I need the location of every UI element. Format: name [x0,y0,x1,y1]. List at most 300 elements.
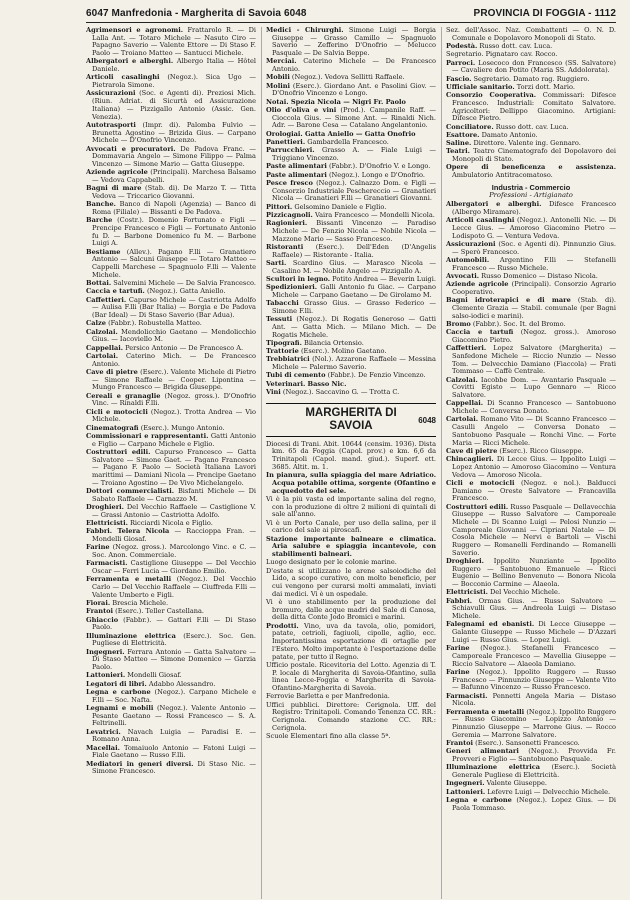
entry-text: (Negoz.). Lopez Gius. — Di Paola Tommaso. [452,795,616,812]
entry-text: Capurso Michele — Castriotta Adolfo — Aulisa F.lli (Bar Italia) — Borgia e De Padova (Bar Ideal) — Di Staso Saverio (Bar Adua). [92,295,256,320]
entry-text: Vi è un Porto Canale, per uso della salina, per il carico del sale ai piroscafi. [266,518,436,535]
directory-entry [266,107,436,130]
directory-entry [446,598,616,621]
directory-entry [86,576,256,599]
entry-heading: Cave di pietre [86,367,138,376]
entry-text: Segretario. Pignataro cav. Rocco. [446,50,558,59]
entry-text: Brescia Michele. [110,599,169,608]
entry-heading: Articoli casalinghi [86,73,160,82]
directory-entry [266,220,436,243]
entry-text: Russo dott. cav. Luca. [493,122,569,131]
directory-entry [86,705,256,728]
entry-text: (Negoz.). Del Vecchio Carlo — Del Vecchio Raffaele — Ciuffreda F.lli — Valente Umberto e Figli. [92,575,256,599]
entry-text: Russo dott. cav. Luca. [477,42,553,50]
entry-text: (Fabbr.). — Gattari F.lli — Di Staso Paolo. [92,615,256,632]
entry-text: Segretario. Damato rag. Ruggiero. [471,74,590,83]
entry-text: Torzi dott. Mario. [514,82,575,91]
directory-entry [446,797,616,812]
entry-heading: Vini [266,388,281,397]
town-heading [266,403,436,437]
entry-text: Uffici pubblici. Direttore: Cerignola. Uff. del Registro: Trinitapoli. Comando Tenenza CC. RR.: Cerignola. Comando stazione CC. RR.: Cerignola. [266,700,436,732]
entry-heading: Bottai. [86,279,112,288]
entry-heading: Medici - Chirurghi. [266,27,344,34]
entry-heading: Cave di pietre [446,446,498,455]
entry-heading: Ragionieri. [266,219,308,228]
directory-entry [86,58,256,73]
directory-entry [266,244,436,259]
directory-entry [446,257,616,272]
section-subtitle: Professioni - Artigianato [489,190,573,199]
entry-text: Salvemini Michele — De Salvia Francesco. [111,279,256,288]
directory-entry [86,185,256,200]
entry-text: (Stab. di). Clemente Grazia — Stabil. comunale (per Bagni salso-iodici e marini). [452,296,616,320]
entry-text: (Eserc.). Ricco Giuseppe. [497,446,584,455]
entry-text: (Negoz.). Valente Antonio — Pesante Gaetano — Rossi Francesco — S. A. Feltrinelli. [92,703,256,728]
column-3-top [446,27,616,180]
entry-heading: Avvocati. [446,272,480,280]
entry-heading: Podestà. [446,42,478,50]
entry-heading: Aziende agricole [446,280,509,289]
entry-text: (Stab. di). De Marzo T. — Titta Vedova — Triccarico Giovanni. [92,184,256,200]
entry-heading: Caffettieri. [86,295,127,304]
directory-entry [86,146,256,169]
directory-entry [86,90,256,121]
entry-text: (Negoz.). Calnazzo Dom. e Figli — Consorzio Industriale Peschereccio — Granatieri Nicola — Granatieri F.lli — Granatieri Giovanni. [272,178,436,203]
entry-heading: Farmacisti. [446,691,488,700]
entry-text: — Raccioppa Fran. — Mondelli Giosaf. [92,527,256,544]
directory-entry [446,400,616,415]
entry-text: (Negoz.). Carpano Michele e F.lli — Soc. Nafta. [92,687,256,704]
entry-heading: Illuminazione elettrica [446,763,540,772]
entry-text: (Negoz.). Sica Ugo — Pietrarola Simone. [92,73,256,90]
entry-heading: Conciliatore. [446,122,494,131]
entry-text: Bisfanti Michele — Di Sabato Raffaele — Carnazzo M. [92,487,256,503]
entry-text: Simone Luigi — Borgia Giuseppe — Grasso Camillo — Spagnuolo Saverio — Zefferino D'Onofrio — Melucco Pasquale — De Salvia Beppe. [272,27,436,58]
entry-heading: Mediatori in generi diversi. [86,759,194,768]
directory-entry [86,504,256,519]
directory-entry [86,297,256,320]
column-1 [86,27,256,899]
entry-heading: Bromo [446,320,471,328]
entry-heading: Cicli e motocicli [86,407,148,416]
column-2 [261,27,436,899]
entry-text: Del Vecchio Michele. [487,588,561,597]
entry-heading: Parrucchieri. [266,146,315,155]
entry-heading: Legatori di libri. [86,679,147,688]
entry-text: (Negoz. gross.). Amoroso Giacomino Pietro. [452,328,616,344]
entry-heading: Pesce fresco [266,178,313,187]
entry-text: Scardino Gius. — Marasco Nicola — Casalino M. — Nobile Angelo — Pizzigallo A. [272,258,436,275]
entry-heading: Prodotti. [266,621,299,630]
entry-heading: Legna e carbone [86,687,151,696]
directory-entry [266,520,436,535]
entry-text: Lopez Salvatore (Margherita) — Sanfedone Michele — Riccio Nunzio — Nesso Tom. — Delvecchio Damiano (Fiaccola) — Frati Tommaso — Caffè Centrale. [452,344,616,376]
entry-text: (Eserc.). Dell'Eden (D'Angelis Raffaele) — Ristorante - Italia. [272,242,436,259]
entry-text: Pennetti Angela Maria — Distaso Nicola. [452,691,616,708]
entry-heading: Lattonieri. [446,787,486,796]
entry-heading: Cartolai. [446,415,479,424]
entry-heading: Generi alimentari [446,747,519,756]
entry-heading: Albergatori e alberghi. [446,200,542,209]
entry-heading: Teatri. [446,147,470,156]
header-left: 6047 Manfredonia - Margherita di Savoia 6048 [86,8,307,19]
town-name-line2: SAVOIA [329,419,373,432]
directory-entry [446,241,616,256]
entry-text: (Negoz.). Provvida Fr. Provveri e Figlio — Santobuono Pasquale. [452,747,616,763]
directory-entry [266,599,436,622]
directory-entry [86,560,256,575]
directory-entry [446,480,616,503]
entry-text: Ambulatorio Antitracomatoso. [452,171,553,180]
entry-text: De Padova Franc. — Dommavaria Angelo — Simone Filippo — Palma Vincenzo — Simone Mario — Gatta Giuseppe. [92,144,256,168]
entry-heading: Levatrici. [86,727,121,736]
directory-entry [266,702,436,733]
entry-heading: Frantoi [446,738,474,747]
directory-entry [86,745,256,760]
entry-text: Adabbo Alessandro. [146,679,216,688]
entry-text: Ufficio postale. Ricevitoria del Lotto. Agenzia di T. P. locale di Margherita di Savoia-Ofantino, sulla linea Lecce-Foggia e Margherita di Savoia-Ofantino-Margherita di Savoia. [266,660,436,692]
entry-heading: Articoli casalinghi [446,216,515,225]
entry-heading: Dottori commercialisti. [86,487,175,496]
entry-heading: Ferramenta e metalli [86,575,172,584]
entry-heading: Fabbri. Telera Nicola [86,527,170,536]
entry-heading: Consorzio Cooperativa. [446,91,537,100]
entry-text: (Negoz.). Vedova Sellitti Raffaele. [289,73,405,82]
entry-text: (Negoz. e nol.). Balducci Damiano — Oreste Salvatore — Francavilla Francesco. [452,478,616,503]
directory-entry [86,433,256,448]
entry-text: Capurso Francesco — Gatta Salvatore — Simone Gaet. — Pagano Francesco — Pagano F. Paolo — Società Italiana Lavori marittimi — Damiani Nicola — Prencipe Gaetano — Troiano Agostino — De Vivo Michelangelo. [92,447,256,487]
entry-heading: Farine [446,667,470,676]
entry-text: Tomaiuolo Antonio — Fatoni Luigi — Fiale Gaetano — Russo F.lli. [92,743,256,760]
entry-text: Sez. dell'Assoc. Naz. Combattenti — O. N. D. Comunale e Dopolavoro Monopoli di Stato. [446,27,616,42]
directory-entry [266,316,436,339]
directory-entry [86,369,256,392]
entry-text: Scuole Elementari fino alla classe 5ª. [266,731,391,740]
entry-heading: Droghieri. [446,557,484,566]
entry-text: (Principali). Marchesa Balsamo — Vedova Cappabelli. [92,168,256,184]
entry-text: Russo Pasquale — Dellavecchia Giuseppe — Russo Salvatore — Camporeale Michele — Di Scanno Luigi — Pelosi Nunzio — Camporeale Giovanni — Cipriani Natale — Di Cosola Michele — Nervi e Bartoli — Vischi Ruggero — Romanelli Ferdinando — Romanelli Saverio. [452,502,616,557]
entry-text: (Negoz. gross.). D'Onofrio Vinc. — Rinaldi F.lli. [92,391,256,408]
directory-entry [446,92,616,123]
entry-heading: Cappellai. [86,343,124,352]
entry-text: Valente Giuseppe. [484,779,547,788]
entry-text: Ferrovie Barletta e per Manfredonia. [266,692,390,701]
entry-heading: Tipografi. [266,338,302,347]
entry-heading: Parroci. [446,58,476,67]
entry-text: Teatro Cinematografo del Dopolavoro dei Monopoli di Stato. [452,147,616,164]
directory-entry [446,27,616,42]
entry-text: (Fabbr.). Robustella Matteo. [105,319,202,328]
entry-text: Gatti Antonio e Figlio — Carpano Michele e Figlio. [92,431,256,448]
entry-heading: Elettricisti. [446,588,488,597]
column-2-top [266,27,436,397]
directory-entry [446,764,616,779]
entry-text: (Negoz.). Ippolito Ruggero — Russo Giacomino — Lopizzo Antonio — Pinnunzio Giuseppe — Marrone Gius. — Rocco Geremia — Marrone Salvatore. [452,707,616,739]
entry-text: Iacobbe Dom. — Avantario Pasquale — Covitti Egisto — Lupo Gennaro — Ricco Salvatore. [452,375,616,400]
directory-entry [86,689,256,704]
entry-heading: Panettieri. [266,138,306,146]
entry-heading: Aziende agricole [86,168,148,177]
entry-text: Losecoco don Francesco (SS. Salvatore) — Cavaliere don Potito (Maria SS. Addolorata). [452,58,616,75]
entry-heading: Veterinari. Basso Nic. [266,379,347,388]
entry-heading: Pittori. [266,202,293,211]
entry-heading: Paste alimentari [266,162,327,171]
entry-heading: Paste alimentari [266,170,327,179]
town-number: 6048 [418,415,436,425]
directory-entry [86,393,256,408]
entry-text: Vino, uva da tavola, olio, pomidori, patate, cetrioli, fagiuoli, cipolle, aglio, ecc. Importantissima esportazione di ortaglie per l'Estero. Molto importante è l'esportazione delle patate, per tutto il Regno. [272,621,436,661]
entry-text: Albergo Italia — Hôtel Daniele. [92,57,256,74]
column-2-bottom [266,441,436,741]
entry-heading: Autotrasporti [86,120,136,129]
entry-text: Di Lecce Gius. — Ippolito Luigi — Lopez Antonio — Amoroso Giacomino — Ventura Vedova — Amoroso Nicola. [452,455,616,479]
directory-entry [446,329,616,344]
entry-heading: Orologiai. Gatta Aniello — Gatta Onofrio [266,129,416,138]
directory-entry [446,217,616,240]
entry-text: Vi è uno stabilimento per la produzione del bromuro, dalle acque madri del Sale di Canosa, della ditta Conte Jodo Bromici e marini. [266,598,436,622]
directory-entry [446,645,616,668]
entry-text: (Impr. di). Palomba Fulvio — Brunetta Agostino — Brizida Gius. — Carpano Michele — D'Onofrio Vincenzo. [92,120,256,145]
entry-heading: Bestiame [86,247,121,256]
entry-text: (Eserc.). Teller Castellana. [113,607,205,616]
directory-entry [86,409,256,424]
entry-heading: Molini [266,81,291,90]
entry-heading: Tabacchi [266,299,299,308]
entry-text: (Eserc.). Mungo Antonio. [138,423,225,432]
entry-text: (Prod.). Campanile Raff. — Cioccola Gius. — Simone Ant. — Rinaldi Nich. Adr. — Barone Cesa — Catalano Angelantonio. [272,106,436,130]
entry-text: (Eserc.). Valente Michele di Pietro — Simone Raffaele — Cooper. Lipontina — Mungo Francesco — Brigida Giuseppe. [92,367,256,392]
entry-heading: Esattore. [446,130,480,139]
entry-text: (Negoz.). Gatta Aniello. [144,287,226,296]
entry-text: Castiglione Giuseppe — Del Vecchio Oscar — Ferri Lucia — Giordano Emilio. [92,559,256,576]
entry-text: Caterino Mich. — De Francesco Antonio. [92,351,256,368]
directory-entry [86,353,256,368]
directory-entry [446,345,616,376]
directory-entry [446,709,616,740]
directory-entry [446,748,616,763]
entry-heading: Falegnami ed ebanisti. [446,620,535,629]
entry-text: Navach Luigia — Paradisi E. — Romano Anna. [92,727,256,744]
entry-text: (Eserc.). Giordano Ant. e Pasolini Giov. — D'Onofrio Vincenzo e Longo. [272,81,436,98]
directory-entry [266,180,436,203]
entry-heading: Pizzicagnoli. [266,210,313,219]
entry-heading: Sarti. [266,258,287,267]
entry-text: Vi è la più vasta ed importante salina del regno, con la produzione di oltre 2 milioni di quintali di sale all'anno. [266,494,436,519]
entry-text: Argentino F.lli — Stefanelli Francesco — Russo Michele. [452,256,616,272]
entry-text: Persico Antonio — De Francesco A. [123,343,244,352]
entry-heading: Tessuti [266,315,293,324]
entry-text: (Negoz.). Trotta Andrea — Vio Michele. [92,407,256,424]
directory-entry [266,733,436,741]
entry-heading: Scultori in legno. [266,274,331,283]
entry-heading: Calzolai. [86,327,118,336]
header-right: PROVINCIA DI FOGGIA - 1112 [473,8,616,19]
column-3 [441,27,616,899]
entry-text: Vaira Francesco — Mondelli Nicola. [312,210,435,219]
directory-entry [266,496,436,519]
entry-heading: Legnami e mobili [86,703,154,712]
directory-entry [446,416,616,447]
entry-heading: Saline. [446,139,472,148]
entry-text: Grasso A. — Fiale Luigi — Triggiano Vincenzo. [272,146,436,162]
entry-heading: Avvocati e procuratori. [86,144,176,153]
directory-entry [86,74,256,89]
entry-heading: Fiorai. [86,599,111,608]
entry-heading: Opere di beneficenza e assistenza. [446,163,616,172]
entry-text: Bilancia Ortensio. [301,338,364,347]
directory-entry [86,761,256,776]
entry-heading: Ferramenta e metalli [446,707,525,716]
section-title: Industria - Commercio [491,182,571,192]
entry-text: Mendolicchio Gaetano — Mendolicchio Gius. — Iacoviello M. [92,327,256,344]
entry-heading: Fabbri. [446,596,473,605]
entry-heading: Elettricisti. [86,519,128,528]
directory-entry [446,201,616,216]
entry-heading: Illuminazione elettrica [86,631,176,640]
directory-entry [86,217,256,248]
entry-heading: Bagni di mare [86,184,142,193]
entry-text: Caterino Michele — De Francesco Antonio. [272,57,436,74]
directory-entry [446,669,616,692]
entry-text: (Allev.). Pagano F.lli — Granatiero Antonio — Salcuni Giuseppe — Totaro Matteo — Cappelli Marchese — Spagnuolo F.lli — Valente Michele. [92,247,256,279]
entry-text: (Eserc.). Sansonetti Francesco. [473,738,580,747]
directory-entry [266,284,436,299]
entry-heading: Merciai. [266,57,297,66]
entry-text: (Costr.). Domenio Fortunato e Figli — Prencipe Francesco e Figli — Fortunato Antonio fu D. — Barbone Domenico fu M. — Barbone Luigi A. [92,216,256,248]
entry-text: Gelsomino Daniele e Figlio. [292,202,387,211]
directory-entry [86,488,256,503]
entry-text: Frattarolo R. — Di Lalla Ant. — Totaro Michele — Nasuto Ciro — Papagno Saverio — Valente Ettore — Di Staso F. Paolo — Troiano Matteo — Santucci Michele. [92,27,256,58]
page-header [86,6,616,23]
entry-text: (Fabbr.). De Fenzio Vincenzo. [325,371,426,380]
entry-heading: Trebbiatrici [266,355,310,364]
directory-entry [266,472,436,495]
entry-text: Ricciardi Nicola e Figlio. [127,519,213,528]
entry-text: (Fabbr.). Soc. It. del Bromo. [470,320,566,328]
entry-heading: Bagni idroterapici e di mare [446,296,571,305]
entry-heading: Trattorie [266,347,299,356]
entry-text: Gambardella Francesco. [305,138,389,146]
entry-text: Potito Andrea — Beverin Luigi. [330,274,436,283]
directory-entry [446,148,616,163]
directory-entry [86,329,256,344]
entry-heading: Albergatori e alberghi. [86,57,174,66]
entry-text: Commissari: Difesce Francesco. Industriali: Comitato Salvatore. Agricoltori: Dellippo Giacomino. Artigiani: Difesce Pietro. [452,91,616,123]
entry-heading: In pianura, sulla spiaggia del mare Adriatico. Acqua potabile ottima, sorgente (Ofantino e acquedotto del sele. [266,471,436,495]
entry-heading: Automobili. [446,256,490,264]
directory-entry [86,617,256,632]
directory-entry [86,449,256,488]
directory-entry [266,300,436,315]
entry-text: Russo Domenico — Distaso Nicola. [479,272,598,280]
directory-entry [86,122,256,145]
entry-heading: Costruttori edili. [86,447,151,456]
entry-heading: Cartolai. [86,351,119,360]
entry-heading: Cinematografi [86,423,139,432]
entry-heading: Droghieri. [86,503,124,512]
entry-text: Luogo designato per le colonie marine. [266,558,397,567]
entry-heading: Assicurazioni [446,240,496,248]
entry-text: (Negoz.). Longo e D'Onofrio. [326,170,425,179]
directory-entry [86,649,256,672]
entry-text: (Soc. e Agenti di). Preziosi Mich. (Riun. Adriat. di Sicurtà ed Assicurazione Italiana) — Pizzigallo Antonio (Assic. Gen. Venezia). [92,89,256,121]
entry-heading: Lattonieri. [86,671,126,680]
entry-text: (Nol.). Azzarone Raffaele — Messina Michele — Palermo Saverio. [272,355,436,372]
directory-entry [266,356,436,371]
entry-heading: Costruttori edili. [446,502,509,511]
entry-text: (Eserc.). Molino Gaetano. [298,347,387,356]
entry-heading: Caffettieri. [446,344,487,353]
directory-entry [266,389,436,397]
directory-entry [446,281,616,296]
entry-text: (Negoz.). Stefanelli Francesco — Camporeale Francesco — Mavellia Giuseppe — Riccio Salvatore — Alaeola Damiano. [452,644,616,668]
directory-entry [86,249,256,280]
directory-entry [86,633,256,648]
entry-text: (Negoz.). Di Rogatis Generoso — Gatti Ant. — Gatta Mich. — Milano Mich. — De Rogatis Michele. [272,315,436,339]
entry-heading: Calzolai. [446,375,478,384]
entry-heading: Farine [86,543,110,552]
entry-text: Lefevre Luigi — Delvecchio Michele. [485,787,611,796]
entry-heading: Cereali e granaglie [86,391,161,400]
entry-text: Bissanti Vincenzo — Paradiso Michele — De Fenzio Nicola — Nobile Nicola — Mazzone Mario — Sasso Francesco. [272,219,436,243]
entry-text: (Principali). Consorzio Agrario Cooperativo. [452,280,616,296]
entry-text: Difesce Francesco (Albergo Miramare). [452,200,616,216]
entry-text: Ormas Gius. — Russo Salvatore — Schiavulli Gius. — Andreola Luigi — Distaso Michele. [452,596,616,621]
directory-entry [446,504,616,558]
town-name-line1: MARGHERITA DI [305,406,397,419]
directory-entry [86,27,256,58]
entry-text: (Negoz.). Saccavino G. — Trotta C. [280,388,400,397]
directory-entry [446,297,616,320]
entry-heading: Ufficiale sanitario. [446,82,515,91]
entry-heading: Cappellai. [446,399,484,408]
directory-entry [266,441,436,472]
entry-text: Di Scanno Francesco — Santobuono Michele — Conversa Donato. [452,399,616,416]
directory-entry [446,558,616,589]
directory-entry [266,147,436,162]
entry-heading: Mobili [266,73,290,82]
entry-text: Damato Antonio. [479,130,538,139]
entry-heading: Macellai. [86,743,120,752]
entry-heading: Tubi di cemento [266,371,326,380]
directory-entry [446,693,616,708]
directory-entry [446,456,616,479]
entry-heading: Notai. Spezia Nicola — Nigri Fr. Paolo [266,97,406,106]
entry-text: (Fabbr.). D'Onofrio V. e Longo. [326,162,431,171]
directory-entry [266,27,436,58]
entry-text: Romano Vito — Di Scanno Francesco — Casulli Angelo — Conversa Donato — Santobuono Pasquale — Ronchi Vinc. — Forte Maria — Ricci Michele. [452,415,616,447]
entry-text: Galli Antonio fu Giac. — Carpano Michele — Carpano Gaetano — De Girolamo M. [272,283,436,299]
entry-text: (Negoz. gross.). Marcolongo Vinc. e C. — Soc. Anon. Commerciale. [92,543,256,560]
entry-heading: Agrimensori e agronomi. [86,27,183,34]
entry-heading: Caccia e tartufi [446,328,514,337]
directory-entry [446,164,616,179]
entry-text: Ferrara Antonio — Gatta Salvatore — Di Staso Matteo — Simone Domenico — Garzia Paolo. [92,647,256,672]
entry-heading: Cicli e motocicli [446,478,515,487]
entry-heading: Legna e carbone [446,795,512,804]
directory-entry [86,528,256,543]
column-3-bottom [446,201,616,812]
directory-entry [446,621,616,644]
entry-heading: Barche [86,216,113,225]
directory-entry [446,377,616,400]
directory-entry [266,623,436,662]
entry-heading: Frantoi [86,607,114,616]
entry-text: D'estate si utilizzano le arene salsoiodiche del Lido, a scopo curativo, con molto beneficio, per cui vengono per curarsi molti ammalati, inviati dai medici. Vi è un ospedale. [266,566,436,598]
entry-text: Grasso Gius. — Grasso Federico — Simone F.lli. [272,299,436,315]
entry-heading: Ghiaccio [86,615,119,624]
entry-text: (Negoz.). Ippolito Ruggero — Russo Francesco — Pinnunzio Giuseppe — Valente Vito — Bafunno Vincenzo — Russo Francesco. [452,667,616,692]
